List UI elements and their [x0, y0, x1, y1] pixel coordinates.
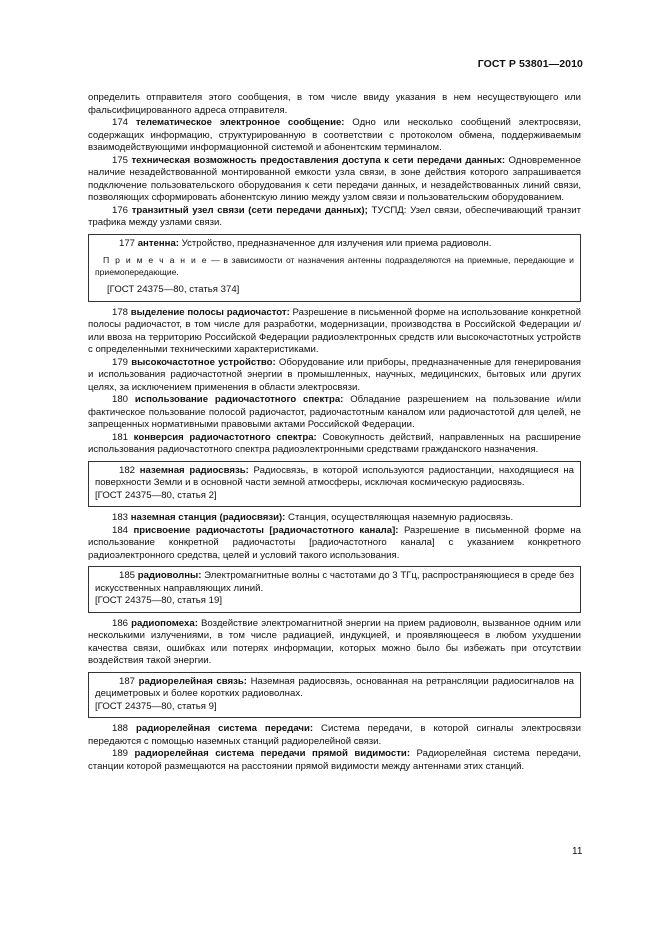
- term-174: [88, 117, 581, 155]
- term-number: 186: [112, 617, 129, 629]
- term-title: техническая возможность предоставления доступа к сети передачи данных:: [131, 154, 506, 166]
- paragraph-intro: определить отправителя этого сообщения, в том числе ввиду указания в нем несуществующего или фальсифицированного адреса отправителя.: [88, 92, 581, 116]
- page-number: 11: [572, 846, 583, 857]
- term-definition: Наземная радиосвязь, основанная на ретрансляции радиосигналов на дециметровых и более коротких радиоволнах.: [95, 675, 574, 699]
- term-reference: [ГОСТ 24375—80, статья 9]: [95, 700, 217, 712]
- term-187: [95, 676, 574, 701]
- term-number: 181: [112, 431, 129, 443]
- term-definition: Разрешение в письменной форме на использование конкретной полосы радиочастот, в том числе для разработки, модернизации, производства в Российской Федерации и/или ввоза на территорию Российской Федерации радиоэлектронных средств или высокочастотных устройств с определенными техническими характеристиками.: [88, 306, 581, 355]
- term-definition: Система передачи, в которой сигналы электросвязи передаются с помощью наземных станций радиорелейной связи.: [88, 723, 581, 747]
- term-number: 174: [112, 117, 129, 128]
- term-definition: Разрешение в письменной форме на использование конкретной радиочастоты [радиочастотного канала] с указанием конкретного радиоэлектронного средства, целей и условий такого использования.: [88, 524, 581, 561]
- term-175: [88, 155, 581, 205]
- term-177-box: [88, 234, 581, 302]
- term-number: 180: [112, 394, 129, 405]
- document-header: ГОСТ Р 53801—2010: [477, 58, 583, 70]
- term-title: радиорелейная связь:: [138, 675, 247, 687]
- term-title: транзитный узел связи (сети передачи данных);: [131, 204, 368, 216]
- term-182: [95, 465, 574, 490]
- term-185: [95, 570, 574, 595]
- term-title: радиопомеха:: [131, 617, 198, 629]
- term-note: [95, 255, 574, 278]
- term-182-box: [88, 461, 581, 508]
- term-number: 175: [112, 154, 129, 166]
- term-title: конверсия радиочастотного спектра:: [133, 431, 317, 443]
- note-label: П р и м е ч а н и е: [103, 255, 208, 265]
- term-184: [88, 525, 581, 563]
- term-definition: Одно или несколько сообщений электросвязи, содержащих информацию, структурированную в соответствии с протоколом обмена, поддерживаемым взаимодействующими информационной системой и абонентским терминалом.: [88, 117, 581, 153]
- term-number: 178: [112, 306, 129, 318]
- term-title: выделение полосы радиочастот:: [130, 306, 290, 318]
- term-definition: ТУСПД: Узел связи, обеспечивающий транзит трафика между узлами связи.: [88, 204, 581, 228]
- term-title: использование радиочастотного спектра:: [134, 394, 344, 405]
- term-186: [88, 618, 581, 668]
- term-189: [88, 748, 581, 773]
- term-185-box: [88, 566, 581, 613]
- term-187-box: [88, 672, 581, 719]
- term-definition: Станция, осуществляющая наземную радиосвязь.: [285, 512, 514, 523]
- term-title: антенна:: [137, 237, 179, 249]
- page-content: [88, 92, 581, 773]
- term-title: наземная станция (радиосвязи):: [130, 512, 286, 523]
- term-number: 188: [112, 723, 129, 734]
- term-title: наземная радиосвязь:: [139, 464, 249, 476]
- term-number: 179: [112, 356, 129, 368]
- term-number: 182: [119, 464, 136, 476]
- term-180: [88, 394, 581, 432]
- term-188: [88, 723, 581, 748]
- term-number: 187: [119, 675, 136, 687]
- term-title: радиорелейная система передачи:: [136, 723, 314, 734]
- term-reference: [ГОСТ 24375—80, статья 374]: [107, 284, 240, 295]
- term-definition: Радиосвязь, в которой используются радиостанции, находящиеся на поверхности Земли и в основной части земной атмосферы, исключая космическую радиосвязь.: [95, 464, 575, 488]
- term-177: [95, 238, 574, 251]
- term-definition: Электромагнитные волны с частотами до 3 ТГц, распространяющиеся в среде без искусственных направляющих линий.: [95, 570, 574, 594]
- term-reference: [ГОСТ 24375—80, статья 19]: [95, 595, 222, 606]
- term-title: радиоволны:: [137, 570, 202, 581]
- term-reference: [ГОСТ 24375—80, статья 2]: [95, 489, 217, 501]
- term-definition: Одновременное наличие незадействованной монтированной емкости узла связи, в зоне действия которого запрашивается подключение пользовательского оборудования к сети передачи данных, и незадействованных линий связи, позволяющих сформировать абонентскую линию между узлом связи и пользовательским оборудованием.: [88, 154, 581, 203]
- term-179: [88, 357, 581, 395]
- term-definition: Устройство, предназначенное для излучения или приема радиоволн.: [178, 237, 492, 249]
- term-title: присвоение радиочастоты [радиочастотного канала]:: [133, 524, 399, 536]
- term-title: телематическое электронное сообщение:: [135, 117, 345, 128]
- term-definition: Оборудование или приборы, предназначенные для генерирования и использования радиочастотной энергии в промышленных, научных, медицинских, бытовых или других целях, за исключением применения в области электросвязи.: [88, 356, 582, 393]
- term-number: 176: [112, 204, 129, 216]
- term-178: [88, 307, 581, 357]
- term-title: высокочастотное устройство:: [131, 356, 276, 368]
- term-number: 189: [112, 748, 129, 759]
- term-number: 177: [119, 237, 136, 249]
- note-text: — в зависимости от назначения антенны подразделяются на приемные, передающие и приемопередающие.: [95, 255, 574, 277]
- term-definition: Совокупность действий, направленных на расширение использования радиочастотного спектра радиоэлектронными средствами гражданского назначения.: [88, 431, 581, 455]
- term-176: [88, 205, 581, 230]
- term-title: радиорелейная система передачи прямой видимости:: [134, 748, 411, 759]
- term-definition: Обладание разрешением на пользование и/или фактическое пользование полосой радиочастот, радиочастотным каналом или радиочастотой для целей, не запрещенных нормативными правовыми актами Российской Федерации.: [88, 394, 581, 430]
- term-181: [88, 432, 581, 457]
- term-definition: Воздействие электромагнитной энергии на прием радиоволн, вызванное одним или несколькими излучениями, в том числе радиацией, индукцией, и проявляющееся в любом ухудшении качества связи, ошибках или потерях информации, которых можно было бы избежать при отсутствии воздействия такой энергии.: [88, 617, 581, 666]
- term-183: [88, 512, 581, 525]
- term-number: 184: [112, 524, 129, 536]
- term-number: 183: [112, 512, 129, 523]
- term-number: 185: [119, 570, 136, 581]
- term-definition: Радиорелейная система передачи, станции которой размещаются на расстоянии прямой видимости между антеннами этих станций.: [88, 748, 582, 772]
